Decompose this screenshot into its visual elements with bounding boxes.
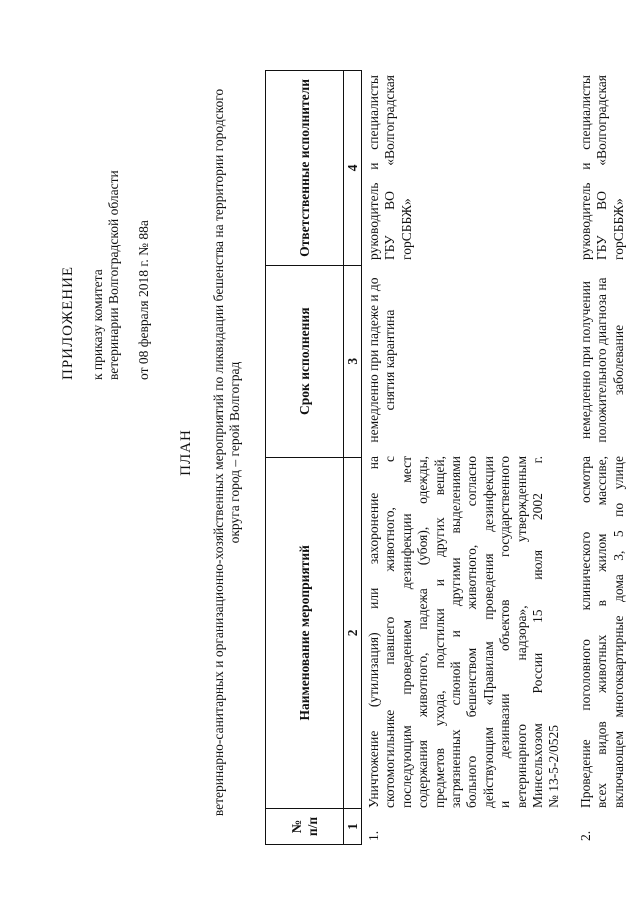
desc-line: загрязненных слюной и другими выделениями: [448, 456, 464, 808]
desc-line: больного бешенством животного, согласно: [464, 456, 480, 808]
desc-line: содержания животного, падежа (убоя), одежды,: [415, 456, 431, 808]
col-number-4: 4: [344, 71, 362, 266]
desc-line: и дезинвазии объектов государственного: [497, 456, 513, 808]
desc-line: последующим проведением дезинфекции мест: [398, 456, 414, 808]
desc-line: Уничтожение (утилизация) или захоронение на: [366, 456, 381, 808]
desc-line: Проведение поголовного клинического осмотра: [578, 456, 593, 808]
desc-line: предметов ухода, подстилки и других вещей,: [431, 456, 447, 808]
term-line: немедленно при падеже и до: [366, 277, 381, 443]
row-description: [578, 456, 627, 808]
col-number-2: 2: [344, 457, 362, 808]
row-number: 2.: [578, 830, 593, 841]
row-description: [366, 456, 563, 808]
term-line: заболевание: [610, 324, 626, 396]
term-line: положительного диагноза на: [594, 277, 610, 443]
header-name: Наименование мероприятий: [266, 457, 344, 808]
resp-line: руководитель и специалисты: [578, 75, 593, 260]
row-responsible: [578, 75, 627, 260]
header-responsible: Ответственные исполнители: [266, 71, 344, 266]
plan-table: [265, 70, 362, 845]
term-line: снятия карантина: [382, 309, 398, 411]
plan-subtitle-2: округа город – герой Волгоград: [227, 361, 242, 544]
term-line: немедленно при получении: [578, 280, 593, 440]
header-term: Срок исполнения: [266, 265, 344, 457]
appendix-date: от 08 февраля 2018 г. № 88а: [136, 220, 151, 380]
row-term: [366, 270, 399, 450]
desc-line: всех видов животных в жилом массиве,: [594, 456, 610, 808]
desc-line: действующим «Правилам проведения дезинфекции: [480, 456, 496, 808]
desc-line: включающем многоквартирные дома 3, 5 по улице: [610, 456, 626, 808]
desc-line: № 13-5-2/0525: [546, 725, 562, 808]
row-number: 1.: [366, 830, 381, 841]
resp-line: горСББЖ»: [610, 198, 626, 260]
desc-line: скотомогильнике павшего животного, с: [382, 456, 398, 808]
resp-line: горСББЖ»: [398, 198, 414, 260]
resp-line: ГБУ ВО «Волгоградская: [594, 75, 610, 260]
header-num: № п/п: [266, 809, 344, 845]
appendix-line-2: ветеринарии Волгоградской области: [106, 170, 121, 380]
appendix-title: ПРИЛОЖЕНИЕ: [60, 265, 76, 380]
row-term: [578, 270, 627, 450]
desc-line: ветеринарного надзора», утвержденным: [513, 456, 529, 808]
col-number-1: 1: [344, 809, 362, 845]
resp-line: руководитель и специалисты: [366, 75, 381, 260]
resp-line: ГБУ ВО «Волгоградская: [382, 75, 398, 260]
appendix-line-1: к приказу комитета: [90, 269, 105, 380]
col-number-3: 3: [344, 265, 362, 457]
plan-subtitle-1: ветеринарно-санитарных и организационно-хозяйственных мероприятий по ликвидации бешенства на территории городского: [211, 88, 226, 817]
desc-line: Минсельхозом России 15 июля 2002 г.: [530, 456, 546, 808]
plan-title: ПЛАН: [178, 429, 194, 476]
row-responsible: [366, 75, 415, 260]
